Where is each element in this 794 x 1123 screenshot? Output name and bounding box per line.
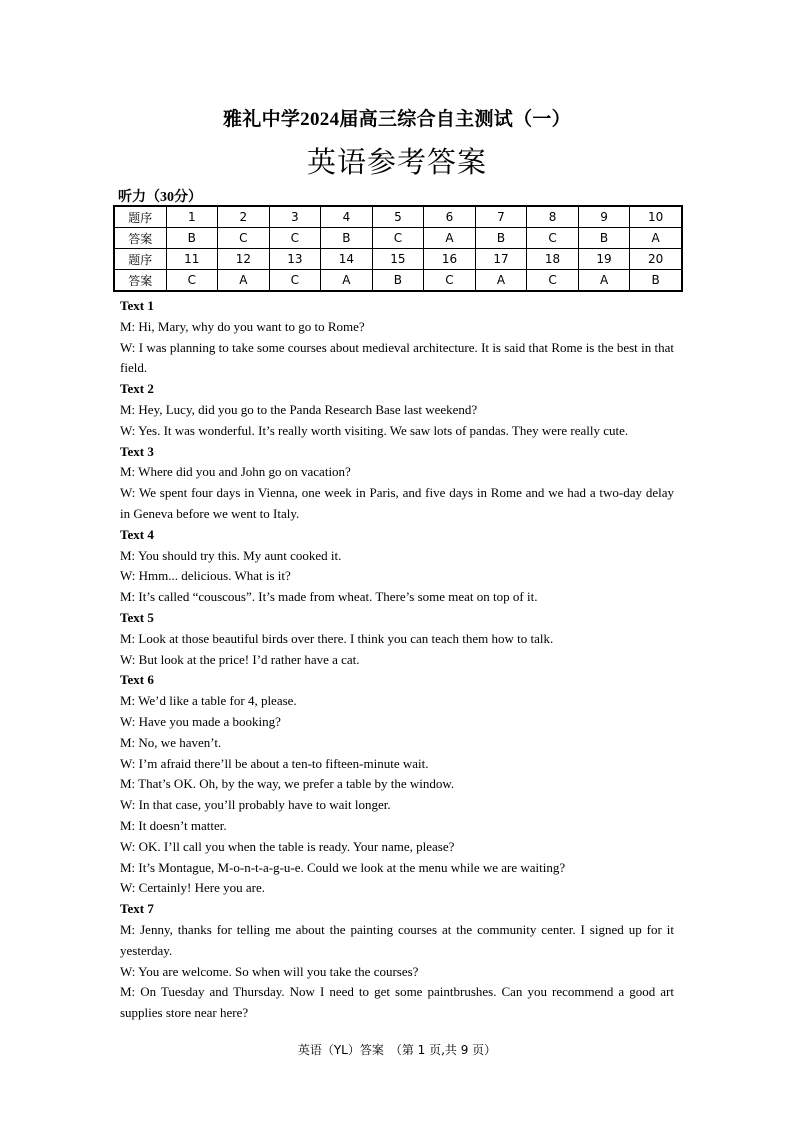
answer-key-title: 英语参考答案 — [306, 147, 487, 179]
section-label-listening: 听力（30分） — [118, 190, 202, 205]
answer-table-cell: 14 — [321, 249, 373, 270]
answer-table-cell: A — [424, 228, 476, 249]
answer-table — [114, 206, 682, 291]
answer-table-cell: 16 — [424, 249, 476, 270]
dialogue-line: W: Hmm... delicious. What is it? — [120, 568, 291, 584]
answer-table-cell: A — [578, 270, 630, 291]
answer-table-row — [115, 228, 682, 249]
answer-table-row — [115, 249, 682, 270]
answer-table-cell: C — [527, 270, 579, 291]
answer-table-cell: 19 — [578, 249, 630, 270]
dialogue-line: M: You should try this. My aunt cooked it. — [120, 547, 342, 563]
dialogue-line: W: But look at the price! I’d rather have a cat. — [120, 651, 360, 667]
answer-table-cell: 18 — [527, 249, 579, 270]
answer-table-cell: 9 — [578, 207, 630, 228]
dialogue-line: M: That’s OK. Oh, by the way, we prefer a table by the window. — [120, 776, 455, 792]
exam-title: 雅礼中学2024届高三综合自主测试（一） — [222, 109, 571, 130]
answer-table-cell: 15 — [372, 249, 424, 270]
answer-table-cell: 2 — [218, 207, 270, 228]
text-label: Text 5 — [120, 609, 154, 625]
answer-table-row-header: 答案 — [115, 270, 167, 291]
dialogue-line: M: Hi, Mary, why do you want to go to Rome? — [120, 318, 365, 334]
dialogue-line: W: Certainly! Here you are. — [120, 880, 265, 896]
dialogue-line: M: Look at those beautiful birds over there. I think you can teach them how to talk. — [120, 630, 554, 646]
text-label: Text 6 — [120, 672, 154, 688]
answer-table-cell: A — [321, 270, 373, 291]
dialogue-line: W: Have you made a booking? — [120, 713, 281, 729]
answer-table-row — [115, 207, 682, 228]
answer-table-cell: C — [166, 270, 218, 291]
text-label: Text 7 — [120, 901, 154, 917]
answer-table-cell: B — [321, 228, 373, 249]
answer-table-row-header: 题序 — [115, 207, 167, 228]
answer-table-cell: 4 — [321, 207, 373, 228]
dialogue-line: M: Where did you and John go on vacation? — [120, 464, 351, 480]
answer-table-cell: C — [527, 228, 579, 249]
dialogue-line: W: I’m afraid there’ll be about a ten-to fifteen-minute wait. — [120, 755, 429, 771]
answer-table-cell: C — [424, 270, 476, 291]
dialogue-line: M: It’s Montague, M-o-n-t-a-g-u-e. Could we look at the menu while we are waiting? — [120, 859, 566, 875]
dialogue-line: M: Jenny, thanks for telling me about the painting courses at the community center. I signed up for it yesterday. — [120, 921, 674, 958]
text-label: Text 3 — [120, 443, 154, 459]
dialogue-line: W: OK. I’ll call you when the table is ready. Your name, please? — [120, 838, 455, 854]
dialogue-line: W: You are welcome. So when will you take the courses? — [120, 963, 419, 979]
answer-table-cell: C — [269, 270, 321, 291]
answer-table-row — [115, 270, 682, 291]
page-footer: 英语（YL）答案 （第 1 页,共 9 页） — [297, 1043, 497, 1057]
dialogue-line: M: It’s called “couscous”. It’s made from wheat. There’s some meat on top of it. — [120, 589, 538, 605]
answer-table-cell: A — [630, 228, 682, 249]
answer-table-cell: C — [269, 228, 321, 249]
dialogue-line: W: I was planning to take some courses about medieval architecture. It is said that Rome is the best in that field. — [120, 339, 674, 376]
dialogue-line: M: Hey, Lucy, did you go to the Panda Research Base last weekend? — [120, 401, 478, 417]
answer-table-cell: B — [630, 270, 682, 291]
answer-table-cell: 20 — [630, 249, 682, 270]
text-label: Text 4 — [120, 526, 154, 542]
answer-table-cell: 1 — [166, 207, 218, 228]
answer-table-cell: A — [475, 270, 527, 291]
answer-table-cell: 5 — [372, 207, 424, 228]
dialogue-line: W: We spent four days in Vienna, one week in Paris, and five days in Rome and we had a two-day delay in Geneva before we went to Italy. — [120, 485, 674, 521]
answer-table-cell: B — [578, 228, 630, 249]
dialogue-line: M: It doesn’t matter. — [120, 817, 227, 833]
dialogue-line: W: Yes. It was wonderful. It’s really worth visiting. We saw lots of pandas. They were really cute. — [120, 422, 629, 438]
answer-table-cell: 3 — [269, 207, 321, 228]
transcripts — [120, 296, 674, 1024]
answer-table-cell: B — [475, 228, 527, 249]
answer-table-cell: 10 — [630, 207, 682, 228]
dialogue-line: M: On Tuesday and Thursday. Now I need to get some paintbrushes. Can you recommend a good art supplies store near here? — [120, 984, 674, 1021]
answer-table-row-header: 题序 — [115, 249, 167, 270]
dialogue-line: W: In that case, you’ll probably have to wait longer. — [120, 797, 391, 813]
answer-table-cell: 11 — [166, 249, 218, 270]
answer-table-cell: 12 — [218, 249, 270, 270]
answer-table-cell: A — [218, 270, 270, 291]
answer-table-row-header: 答案 — [115, 228, 167, 249]
text-label: Text 1 — [120, 298, 154, 313]
answer-table-cell: 13 — [269, 249, 321, 270]
answer-table-cell: 8 — [527, 207, 579, 228]
answer-table-cell: 7 — [475, 207, 527, 228]
answer-table-cell: 6 — [424, 207, 476, 228]
dialogue-line: M: We’d like a table for 4, please. — [120, 693, 297, 709]
answer-table-cell: B — [166, 228, 218, 249]
text-label: Text 2 — [120, 381, 154, 397]
dialogue-line: M: No, we haven’t. — [120, 734, 222, 750]
answer-table-cell: 17 — [475, 249, 527, 270]
answer-table-cell: C — [372, 228, 424, 249]
answer-table-cell: B — [372, 270, 424, 291]
answer-table-cell: C — [218, 228, 270, 249]
